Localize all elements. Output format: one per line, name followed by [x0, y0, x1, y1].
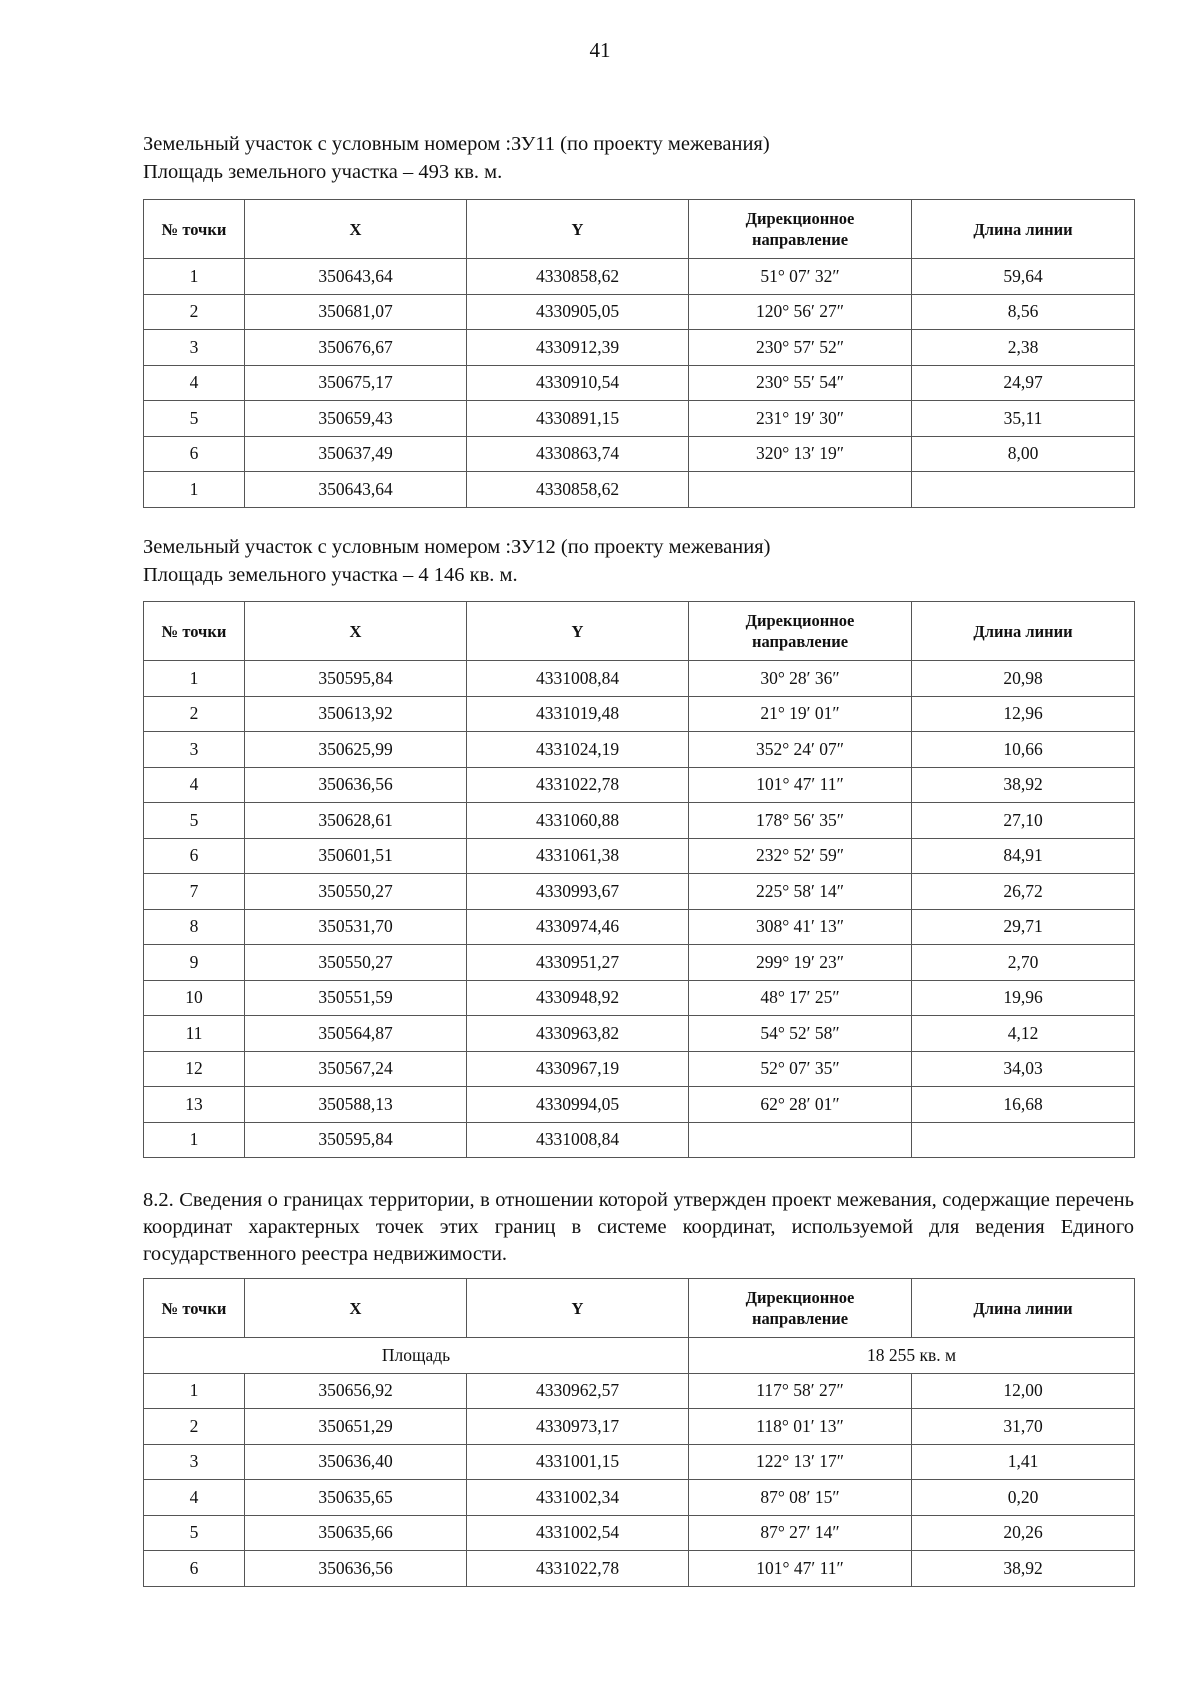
x-coordinate-cell: 350564,87	[245, 1016, 467, 1052]
table-row	[144, 1051, 1135, 1087]
line-length-cell: 24,97	[912, 365, 1135, 401]
table-row	[144, 365, 1135, 401]
line-length-cell: 8,00	[912, 436, 1135, 472]
table-header-row	[144, 200, 1135, 259]
table-row	[144, 803, 1135, 839]
y-coordinate-cell: 4330967,19	[467, 1051, 689, 1087]
header-direction-line1: Дирекционное	[745, 209, 855, 228]
x-coordinate-cell: 350635,65	[245, 1480, 467, 1516]
point-number-cell: 10	[144, 980, 245, 1016]
x-coordinate-cell: 350636,56	[245, 1551, 467, 1587]
x-coordinate-cell: 350637,49	[245, 436, 467, 472]
table-row	[144, 661, 1135, 697]
x-coordinate-cell: 350656,92	[245, 1373, 467, 1409]
header-y: Y	[467, 200, 689, 259]
x-coordinate-cell: 350531,70	[245, 909, 467, 945]
y-coordinate-cell: 4330994,05	[467, 1087, 689, 1123]
point-number-cell: 1	[144, 1373, 245, 1409]
point-number-cell: 1	[144, 259, 245, 295]
x-coordinate-cell: 350601,51	[245, 838, 467, 874]
direction-cell: 62° 28′ 01″	[689, 1087, 912, 1123]
x-coordinate-cell: 350681,07	[245, 294, 467, 330]
direction-cell: 299° 19′ 23″	[689, 945, 912, 981]
header-x: X	[245, 200, 467, 259]
x-coordinate-cell: 350550,27	[245, 945, 467, 981]
table-row	[144, 1551, 1135, 1587]
direction-cell: 51° 07′ 32″	[689, 259, 912, 295]
point-number-cell: 12	[144, 1051, 245, 1087]
y-coordinate-cell: 4330905,05	[467, 294, 689, 330]
header-direction-line1: Дирекционное	[745, 611, 855, 630]
line-length-cell: 10,66	[912, 732, 1135, 768]
line-length-cell: 12,00	[912, 1373, 1135, 1409]
line-length-cell: 2,38	[912, 330, 1135, 366]
table-row	[144, 1480, 1135, 1516]
direction-cell	[689, 472, 912, 508]
coordinates-table-zu12	[143, 601, 1135, 1158]
x-coordinate-cell: 350613,92	[245, 696, 467, 732]
header-direction-line1: Дирекционное	[745, 1288, 855, 1307]
line-length-cell: 4,12	[912, 1016, 1135, 1052]
header-direction-line2: направление	[751, 230, 849, 249]
table-row	[144, 1373, 1135, 1409]
line-length-cell: 8,56	[912, 294, 1135, 330]
line-length-cell: 35,11	[912, 401, 1135, 437]
direction-cell: 87° 27′ 14″	[689, 1515, 912, 1551]
point-number-cell: 3	[144, 732, 245, 768]
x-coordinate-cell: 350588,13	[245, 1087, 467, 1123]
direction-cell: 120° 56′ 27″	[689, 294, 912, 330]
point-number-cell: 13	[144, 1087, 245, 1123]
section-area: Площадь земельного участка – 4 146 кв. м.	[143, 564, 518, 586]
direction-cell: 231° 19′ 30″	[689, 401, 912, 437]
section-paragraph: 8.2. Сведения о границах территории, в отношении которой утвержден проект межевания, содержащие перечень координат характерных точек этих границ в системе координат, используемой для ведения Единого государственного реестра недвижимости.	[143, 1189, 1134, 1265]
header-point: № точки	[144, 200, 245, 259]
line-length-cell: 0,20	[912, 1480, 1135, 1516]
x-coordinate-cell: 350550,27	[245, 874, 467, 910]
y-coordinate-cell: 4330912,39	[467, 330, 689, 366]
point-number-cell: 1	[144, 1122, 245, 1158]
line-length-cell	[912, 472, 1135, 508]
point-number-cell: 4	[144, 365, 245, 401]
section-title: Земельный участок с условным номером :ЗУ12 (по проекту межевания)	[143, 536, 771, 558]
table-row	[144, 1122, 1135, 1158]
header-point: № точки	[144, 602, 245, 661]
table-row	[144, 472, 1135, 508]
point-number-cell: 4	[144, 767, 245, 803]
point-number-cell: 9	[144, 945, 245, 981]
direction-cell: 178° 56′ 35″	[689, 803, 912, 839]
direction-cell: 101° 47′ 11″	[689, 1551, 912, 1587]
x-coordinate-cell: 350675,17	[245, 365, 467, 401]
point-number-cell: 1	[144, 472, 245, 508]
x-coordinate-cell: 350651,29	[245, 1409, 467, 1445]
table-row	[144, 696, 1135, 732]
table-row	[144, 294, 1135, 330]
direction-cell	[689, 1122, 912, 1158]
y-coordinate-cell: 4330974,46	[467, 909, 689, 945]
table-row	[144, 838, 1135, 874]
y-coordinate-cell: 4331061,38	[467, 838, 689, 874]
y-coordinate-cell: 4331024,19	[467, 732, 689, 768]
y-coordinate-cell: 4331019,48	[467, 696, 689, 732]
y-coordinate-cell: 4331002,34	[467, 1480, 689, 1516]
y-coordinate-cell: 4331022,78	[467, 767, 689, 803]
y-coordinate-cell: 4331001,15	[467, 1444, 689, 1480]
point-number-cell: 11	[144, 1016, 245, 1052]
point-number-cell: 2	[144, 696, 245, 732]
y-coordinate-cell: 4331060,88	[467, 803, 689, 839]
y-coordinate-cell: 4331022,78	[467, 1551, 689, 1587]
table-row	[144, 1515, 1135, 1551]
direction-cell: 101° 47′ 11″	[689, 767, 912, 803]
header-y: Y	[467, 602, 689, 661]
direction-cell: 225° 58′ 14″	[689, 874, 912, 910]
header-y: Y	[467, 1279, 689, 1338]
direction-cell: 308° 41′ 13″	[689, 909, 912, 945]
coordinates-table-territory	[143, 1278, 1135, 1587]
y-coordinate-cell: 4331008,84	[467, 661, 689, 697]
section-zu12	[143, 533, 1134, 1158]
line-length-cell	[912, 1122, 1135, 1158]
x-coordinate-cell: 350628,61	[245, 803, 467, 839]
point-number-cell: 6	[144, 838, 245, 874]
direction-cell: 52° 07′ 35″	[689, 1051, 912, 1087]
y-coordinate-cell: 4331008,84	[467, 1122, 689, 1158]
line-length-cell: 31,70	[912, 1409, 1135, 1445]
line-length-cell: 38,92	[912, 1551, 1135, 1587]
table-row	[144, 436, 1135, 472]
header-length: Длина линии	[912, 200, 1135, 259]
line-length-cell: 1,41	[912, 1444, 1135, 1480]
point-number-cell: 8	[144, 909, 245, 945]
area-value: 18 255 кв. м	[689, 1338, 1135, 1374]
header-length: Длина линии	[912, 1279, 1135, 1338]
direction-cell: 352° 24′ 07″	[689, 732, 912, 768]
table-row	[144, 980, 1135, 1016]
area-label: Площадь	[144, 1338, 689, 1374]
x-coordinate-cell: 350643,64	[245, 259, 467, 295]
x-coordinate-cell: 350595,84	[245, 1122, 467, 1158]
table-header-row	[144, 602, 1135, 661]
line-length-cell: 27,10	[912, 803, 1135, 839]
y-coordinate-cell: 4330962,57	[467, 1373, 689, 1409]
direction-cell: 122° 13′ 17″	[689, 1444, 912, 1480]
x-coordinate-cell: 350643,64	[245, 472, 467, 508]
table-row	[144, 874, 1135, 910]
direction-cell: 117° 58′ 27″	[689, 1373, 912, 1409]
table-row	[144, 732, 1135, 768]
header-direction	[689, 602, 912, 661]
x-coordinate-cell: 350659,43	[245, 401, 467, 437]
point-number-cell: 3	[144, 1444, 245, 1480]
direction-cell: 320° 13′ 19″	[689, 436, 912, 472]
coordinates-table-zu11	[143, 199, 1135, 508]
x-coordinate-cell: 350636,40	[245, 1444, 467, 1480]
y-coordinate-cell: 4330858,62	[467, 472, 689, 508]
line-length-cell: 29,71	[912, 909, 1135, 945]
line-length-cell: 19,96	[912, 980, 1135, 1016]
x-coordinate-cell: 350635,66	[245, 1515, 467, 1551]
line-length-cell: 12,96	[912, 696, 1135, 732]
header-direction-line2: направление	[751, 1309, 849, 1328]
point-number-cell: 6	[144, 1551, 245, 1587]
table-header-row	[144, 1279, 1135, 1338]
table-row	[144, 1409, 1135, 1445]
line-length-cell: 59,64	[912, 259, 1135, 295]
line-length-cell: 84,91	[912, 838, 1135, 874]
line-length-cell: 26,72	[912, 874, 1135, 910]
point-number-cell: 2	[144, 1409, 245, 1445]
y-coordinate-cell: 4330973,17	[467, 1409, 689, 1445]
line-length-cell: 38,92	[912, 767, 1135, 803]
section-territory-boundary	[143, 1187, 1134, 1587]
point-number-cell: 6	[144, 436, 245, 472]
header-point: № точки	[144, 1279, 245, 1338]
header-direction	[689, 200, 912, 259]
line-length-cell: 2,70	[912, 945, 1135, 981]
direction-cell: 232° 52′ 59″	[689, 838, 912, 874]
x-coordinate-cell: 350636,56	[245, 767, 467, 803]
header-x: X	[245, 1279, 467, 1338]
direction-cell: 48° 17′ 25″	[689, 980, 912, 1016]
table-row	[144, 1016, 1135, 1052]
point-number-cell: 5	[144, 401, 245, 437]
y-coordinate-cell: 4330993,67	[467, 874, 689, 910]
header-direction-line2: направление	[751, 632, 849, 651]
table-row	[144, 259, 1135, 295]
table-row	[144, 909, 1135, 945]
header-x: X	[245, 602, 467, 661]
direction-cell: 54° 52′ 58″	[689, 1016, 912, 1052]
direction-cell: 230° 57′ 52″	[689, 330, 912, 366]
area-row	[144, 1338, 1135, 1374]
line-length-cell: 20,26	[912, 1515, 1135, 1551]
page-number: 41	[589, 38, 611, 62]
point-number-cell: 5	[144, 803, 245, 839]
section-zu11	[143, 130, 1134, 508]
direction-cell: 21° 19′ 01″	[689, 696, 912, 732]
y-coordinate-cell: 4330858,62	[467, 259, 689, 295]
line-length-cell: 16,68	[912, 1087, 1135, 1123]
table-row	[144, 767, 1135, 803]
y-coordinate-cell: 4330910,54	[467, 365, 689, 401]
x-coordinate-cell: 350595,84	[245, 661, 467, 697]
direction-cell: 87° 08′ 15″	[689, 1480, 912, 1516]
point-number-cell: 5	[144, 1515, 245, 1551]
y-coordinate-cell: 4330951,27	[467, 945, 689, 981]
header-length: Длина линии	[912, 602, 1135, 661]
y-coordinate-cell: 4330948,92	[467, 980, 689, 1016]
header-direction	[689, 1279, 912, 1338]
x-coordinate-cell: 350567,24	[245, 1051, 467, 1087]
section-title: Земельный участок с условным номером :ЗУ11 (по проекту межевания)	[143, 133, 770, 155]
table-row	[144, 1087, 1135, 1123]
y-coordinate-cell: 4330963,82	[467, 1016, 689, 1052]
x-coordinate-cell: 350625,99	[245, 732, 467, 768]
y-coordinate-cell: 4331002,54	[467, 1515, 689, 1551]
x-coordinate-cell: 350676,67	[245, 330, 467, 366]
point-number-cell: 4	[144, 1480, 245, 1516]
direction-cell: 118° 01′ 13″	[689, 1409, 912, 1445]
section-area: Площадь земельного участка – 493 кв. м.	[143, 161, 503, 183]
direction-cell: 30° 28′ 36″	[689, 661, 912, 697]
table-row	[144, 401, 1135, 437]
table-row	[144, 330, 1135, 366]
point-number-cell: 3	[144, 330, 245, 366]
point-number-cell: 7	[144, 874, 245, 910]
direction-cell: 230° 55′ 54″	[689, 365, 912, 401]
table-row	[144, 945, 1135, 981]
y-coordinate-cell: 4330863,74	[467, 436, 689, 472]
table-row	[144, 1444, 1135, 1480]
point-number-cell: 2	[144, 294, 245, 330]
point-number-cell: 1	[144, 661, 245, 697]
y-coordinate-cell: 4330891,15	[467, 401, 689, 437]
x-coordinate-cell: 350551,59	[245, 980, 467, 1016]
line-length-cell: 34,03	[912, 1051, 1135, 1087]
line-length-cell: 20,98	[912, 661, 1135, 697]
